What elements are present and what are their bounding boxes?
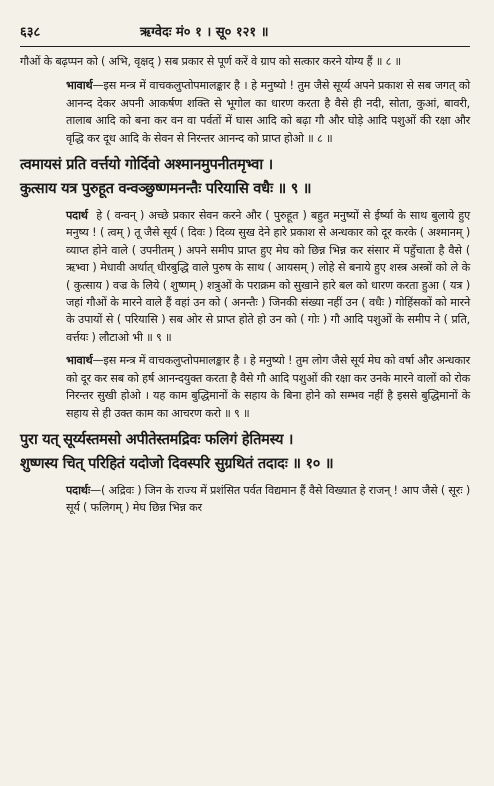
padartha-label: पदार्थ <box>66 209 88 223</box>
bhavartha-label: भावार्थ <box>66 79 93 93</box>
padartha-paragraph-10 <box>20 482 470 517</box>
running-title: ऋग्वेदः मं० १ । सू० १२१ ॥ <box>140 25 269 40</box>
top-paragraph: गौओं के बढ़प्पन को ( अभि, वृक्षद् ) सब प्रकार से पूर्ण करें वे ग्राप को सत्कार करने योग्य हैं ॥ ८ ॥ <box>20 55 402 68</box>
mantra-9-line-1: त्वमायसं प्रति वर्त्तयो गोर्दिवो अश्मानमुपनीतमृभ्वा । <box>20 156 273 174</box>
padartha-label: पदार्थः <box>66 483 91 497</box>
page-header <box>20 22 470 44</box>
bhavartha-text: —इस मन्त्र में वाचकलुप्तोपमालङ्कार है । हे मनुष्यो ! तुम जैसे सूर्य्य अपने प्रकाश से सब जगत् को आनन्द देकर अपनी आकर्षण शक्ति से भूगोल का धारण करता है वैसे ही नदी, सोता, कुआं, बावरी, तालाब आदि को बना कर वन वा पर्वतों में घास आदि को बढ़ा गौ और घोड़े आदि पशुओं की रक्षा और वृद्धि कर दूध आदि के सेवन से निरन्तर आनन्द को प्राप्त होओ ॥ ८ ॥ <box>66 79 470 145</box>
mantra-10 <box>20 428 470 476</box>
mantra-10-line-2: शुष्णस्य चित् परिहितं यदोजो दिवस्परि सुग्रथितं तदादः ॥ १० ॥ <box>20 454 334 472</box>
bhavartha-paragraph-9 <box>20 352 470 422</box>
bhavartha-paragraph-8 <box>20 77 470 147</box>
padartha-text: हे ( वन्वन् ) अच्छे प्रकार सेवन करने और ( पुरुहूत ) बहुत मनुष्यों से ईर्ष्या के साथ बुलाये हुए मनुष्य ! ( त्वम् ) तू जैसे सूर्य ( दिवः ) दिव्य सुख देने हारे प्रकाश से अन्धकार को दूर करके ( अश्मानम् ) व्याप्त होने वाले ( उपनीतम् ) अपने समीप प्राप्त हुए मेघ को छिन्न भिन्न कर संसार में पहुँचाता है वैसे ( ऋभ्वा ) मेधावी अर्थात् धीरबुद्धि वाले पुरुष के साथ ( आयसम् ) लोहे से बनाये हुए शस्त्र अस्त्रों को ले के ( कुत्साय ) वज्र के लिये ( शुष्णम् ) शत्रुओं के पराक्रम को सुखाने हारे बल को धारण करता हुआ ( यत्र ) जहां गौओं के मारने वाले हैं वहां उन को ( अनन्तैः ) जिनकी संख्या नहीं उन ( वधैः ) गोहिंसकों को मारने के उपायों से ( परियासि ) सब ओर से प्राप्त होते हो उन को ( गोः ) गौ आदि पशुओं के समीप ने ( प्रति, वर्त्तयः ) लौटाओ भी ॥ ९ ॥ <box>66 209 470 344</box>
bhavartha-label: भावार्थ <box>66 354 93 368</box>
padartha-paragraph-9 <box>20 207 470 346</box>
bhavartha-text: —इस मन्त्र में वाचकलुप्तोपमालङ्कार है । हे मनुष्यो ! तुम लोग जैसे सूर्य मेघ को वर्षा और अन्धकार को दूर कर सब को हर्ष आनन्दयुक्त करता है वैसे गौ आदि पशुओं की रक्षा कर उनके मारने वालों को रोक निरन्तर सुखी होओ । यह काम बुद्धिमानों के सहाय के बिना होने को सम्भव नहीं है इससे बुद्धिमानों के सहाय से ही उक्त काम का आचरण करो ॥ ९ ॥ <box>66 354 470 420</box>
mantra-9 <box>20 153 470 201</box>
mantra-10-line-1: पुरा यत् सूर्य्यस्तमसो अपीतेस्तमद्रिवः फलिगं हेतिमस्य । <box>20 430 294 448</box>
mantra-9-line-2: कुत्साय यत्र पुरुहूत वन्वञ्छुष्णमनन्तैः परियासि वधैः ॥ ९ ॥ <box>20 180 312 198</box>
page-number: ६३८ <box>20 25 41 40</box>
header-rule <box>20 46 470 47</box>
padartha-text: —( अद्रिवः ) जिन के राज्य में प्रशंसित पर्वत विद्यमान हैं वैसे विख्यात हे राजन् ! आप जैसे ( सूरः ) सूर्य ( फलिगम् ) मेघ छिन्न भिन्न कर <box>66 483 470 515</box>
